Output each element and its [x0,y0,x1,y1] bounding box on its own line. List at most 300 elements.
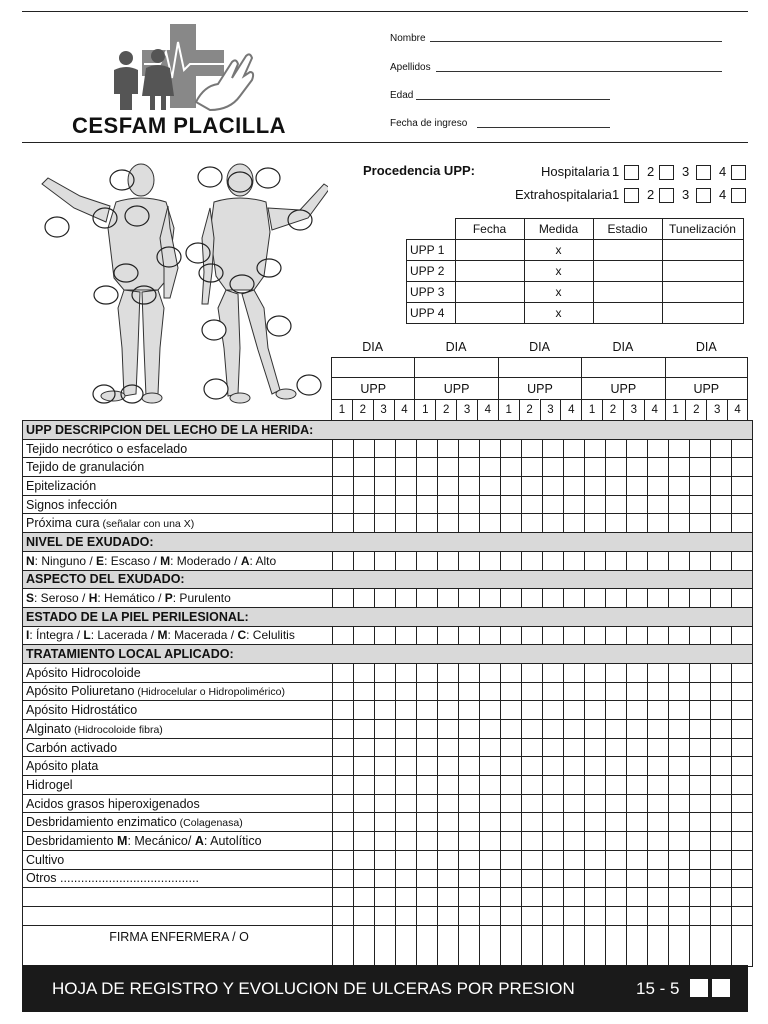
extra-checkbox-1[interactable] [624,188,639,203]
grid-cell[interactable] [543,458,564,477]
grid-cell[interactable] [606,813,627,832]
grid-cell[interactable] [648,813,669,832]
grid-cell[interactable] [480,663,501,682]
grid-cell[interactable] [333,701,354,720]
grid-cell[interactable] [417,626,438,645]
grid-cell[interactable] [690,906,711,925]
grid-cell[interactable] [648,477,669,496]
grid-cell[interactable] [564,495,585,514]
grid-cell[interactable] [648,439,669,458]
grid-cell[interactable] [375,925,396,966]
grid-cell[interactable] [375,663,396,682]
grid-cell[interactable] [522,477,543,496]
grid-cell[interactable] [648,925,669,966]
grid-cell[interactable] [669,663,690,682]
grid-cell[interactable] [375,682,396,701]
grid-cell[interactable] [459,439,480,458]
grid-cell[interactable] [627,850,648,869]
grid-cell[interactable] [417,869,438,888]
grid-cell[interactable] [606,850,627,869]
grid-cell[interactable] [690,850,711,869]
grid-cell[interactable] [396,663,417,682]
grid-cell[interactable] [438,701,459,720]
grid-cell[interactable] [732,832,753,851]
grid-cell[interactable] [732,738,753,757]
apellidos-field[interactable] [436,61,722,72]
grid-cell[interactable] [543,551,564,570]
grid-cell[interactable] [543,906,564,925]
grid-cell[interactable] [438,551,459,570]
grid-cell[interactable] [606,439,627,458]
cell[interactable] [593,282,662,303]
grid-cell[interactable] [564,458,585,477]
grid-cell[interactable] [438,439,459,458]
grid-cell[interactable] [522,439,543,458]
grid-cell[interactable] [333,776,354,795]
grid-cell[interactable] [396,925,417,966]
grid-cell[interactable] [627,514,648,533]
grid-cell[interactable] [627,589,648,608]
grid-cell[interactable] [354,794,375,813]
grid-cell[interactable] [333,477,354,496]
grid-cell[interactable] [564,589,585,608]
grid-cell[interactable] [396,720,417,739]
grid-cell[interactable] [480,925,501,966]
grid-cell[interactable] [354,663,375,682]
grid-cell[interactable] [396,626,417,645]
grid-cell[interactable] [564,477,585,496]
grid-cell[interactable] [669,850,690,869]
grid-cell[interactable] [396,832,417,851]
grid-cell[interactable] [732,925,753,966]
grid-cell[interactable] [585,458,606,477]
dia-date-field[interactable] [581,357,664,377]
grid-cell[interactable] [438,906,459,925]
grid-cell[interactable] [732,813,753,832]
grid-cell[interactable] [396,477,417,496]
grid-cell[interactable] [564,850,585,869]
grid-cell[interactable] [669,551,690,570]
grid-cell[interactable] [438,925,459,966]
grid-cell[interactable] [627,832,648,851]
grid-cell[interactable] [396,888,417,907]
grid-cell[interactable] [711,439,732,458]
grid-cell[interactable] [501,458,522,477]
grid-cell[interactable] [711,626,732,645]
grid-cell[interactable] [501,682,522,701]
grid-cell[interactable] [417,477,438,496]
grid-cell[interactable] [417,906,438,925]
grid-cell[interactable] [543,682,564,701]
grid-cell[interactable] [417,925,438,966]
grid-cell[interactable] [354,439,375,458]
grid-cell[interactable] [459,832,480,851]
grid-cell[interactable] [585,850,606,869]
grid-cell[interactable] [375,832,396,851]
grid-cell[interactable] [543,626,564,645]
grid-cell[interactable] [627,776,648,795]
grid-cell[interactable] [711,720,732,739]
grid-cell[interactable] [480,477,501,496]
grid-cell[interactable] [501,794,522,813]
grid-cell[interactable] [585,495,606,514]
grid-cell[interactable] [480,701,501,720]
grid-cell[interactable] [543,850,564,869]
grid-cell[interactable] [690,551,711,570]
grid-cell[interactable] [438,682,459,701]
grid-cell[interactable] [732,458,753,477]
grid-cell[interactable] [648,850,669,869]
cell[interactable] [662,282,743,303]
grid-cell[interactable] [480,757,501,776]
grid-cell[interactable] [438,757,459,776]
grid-cell[interactable] [690,888,711,907]
grid-cell[interactable] [354,626,375,645]
grid-cell[interactable] [417,589,438,608]
grid-cell[interactable] [459,701,480,720]
grid-cell[interactable] [522,589,543,608]
grid-cell[interactable] [501,495,522,514]
grid-cell[interactable] [669,439,690,458]
grid-cell[interactable] [627,813,648,832]
grid-cell[interactable] [438,458,459,477]
grid-cell[interactable] [585,626,606,645]
grid-cell[interactable] [480,495,501,514]
cell[interactable] [593,240,662,261]
grid-cell[interactable] [543,888,564,907]
grid-cell[interactable] [417,832,438,851]
grid-cell[interactable] [375,757,396,776]
grid-cell[interactable] [333,738,354,757]
grid-cell[interactable] [480,888,501,907]
grid-cell[interactable] [396,495,417,514]
grid-cell[interactable] [690,757,711,776]
grid-cell[interactable] [480,906,501,925]
grid-cell[interactable] [417,850,438,869]
grid-cell[interactable] [333,813,354,832]
grid-cell[interactable] [375,794,396,813]
grid-cell[interactable] [564,757,585,776]
grid-cell[interactable] [459,869,480,888]
grid-cell[interactable] [375,701,396,720]
grid-cell[interactable] [648,720,669,739]
grid-cell[interactable] [459,850,480,869]
grid-cell[interactable] [732,495,753,514]
grid-cell[interactable] [669,925,690,966]
grid-cell[interactable] [669,906,690,925]
grid-cell[interactable] [354,832,375,851]
grid-cell[interactable] [543,439,564,458]
grid-cell[interactable] [606,888,627,907]
grid-cell[interactable] [690,813,711,832]
grid-cell[interactable] [417,757,438,776]
grid-cell[interactable] [354,495,375,514]
grid-cell[interactable] [606,757,627,776]
grid-cell[interactable] [333,832,354,851]
grid-cell[interactable] [501,850,522,869]
grid-cell[interactable] [711,551,732,570]
grid-cell[interactable] [585,738,606,757]
grid-cell[interactable] [501,757,522,776]
grid-cell[interactable] [501,477,522,496]
grid-cell[interactable] [669,776,690,795]
grid-cell[interactable] [669,888,690,907]
grid-cell[interactable] [459,551,480,570]
grid-cell[interactable] [648,663,669,682]
grid-cell[interactable] [669,794,690,813]
grid-cell[interactable] [690,589,711,608]
grid-cell[interactable] [354,888,375,907]
grid-cell[interactable] [627,626,648,645]
grid-cell[interactable] [417,551,438,570]
grid-cell[interactable] [627,477,648,496]
grid-cell[interactable] [480,794,501,813]
grid-cell[interactable] [333,589,354,608]
grid-cell[interactable] [459,626,480,645]
grid-cell[interactable] [627,925,648,966]
grid-cell[interactable] [417,738,438,757]
grid-cell[interactable] [396,701,417,720]
grid-cell[interactable] [480,626,501,645]
grid-cell[interactable] [585,869,606,888]
cell[interactable] [455,240,524,261]
grid-cell[interactable] [333,663,354,682]
grid-cell[interactable] [438,626,459,645]
grid-cell[interactable] [669,757,690,776]
grid-cell[interactable] [333,794,354,813]
grid-cell[interactable] [711,794,732,813]
grid-cell[interactable] [564,682,585,701]
grid-cell[interactable] [417,794,438,813]
grid-cell[interactable] [354,589,375,608]
grid-cell[interactable] [606,832,627,851]
grid-cell[interactable] [648,495,669,514]
grid-cell[interactable] [480,551,501,570]
grid-cell[interactable] [375,720,396,739]
grid-cell[interactable] [438,813,459,832]
grid-cell[interactable] [690,925,711,966]
grid-cell[interactable] [396,813,417,832]
edad-field[interactable] [416,89,610,100]
grid-cell[interactable] [438,477,459,496]
grid-cell[interactable] [522,794,543,813]
grid-cell[interactable] [648,869,669,888]
grid-cell[interactable] [333,869,354,888]
grid-cell[interactable] [501,738,522,757]
grid-cell[interactable] [501,663,522,682]
grid-cell[interactable] [711,514,732,533]
grid-cell[interactable] [585,701,606,720]
cell[interactable] [593,303,662,324]
grid-cell[interactable] [459,738,480,757]
grid-cell[interactable] [480,813,501,832]
grid-cell[interactable] [501,776,522,795]
grid-cell[interactable] [459,589,480,608]
grid-cell[interactable] [606,776,627,795]
grid-cell[interactable] [627,888,648,907]
grid-cell[interactable] [333,439,354,458]
dia-date-field[interactable] [665,357,748,377]
grid-cell[interactable] [711,869,732,888]
grid-cell[interactable] [732,477,753,496]
grid-cell[interactable] [627,458,648,477]
grid-cell[interactable] [606,794,627,813]
grid-cell[interactable] [459,720,480,739]
grid-cell[interactable] [459,495,480,514]
grid-cell[interactable] [501,589,522,608]
grid-cell[interactable] [585,794,606,813]
grid-cell[interactable] [459,682,480,701]
grid-cell[interactable] [459,757,480,776]
grid-cell[interactable] [480,439,501,458]
grid-cell[interactable] [564,813,585,832]
grid-cell[interactable] [606,906,627,925]
grid-cell[interactable] [522,888,543,907]
grid-cell[interactable] [711,850,732,869]
grid-cell[interactable] [711,458,732,477]
grid-cell[interactable] [732,757,753,776]
grid-cell[interactable] [690,477,711,496]
grid-cell[interactable] [522,663,543,682]
grid-cell[interactable] [606,626,627,645]
grid-cell[interactable] [333,906,354,925]
grid-cell[interactable] [417,663,438,682]
hosp-checkbox-2[interactable] [659,165,674,180]
grid-cell[interactable] [438,794,459,813]
grid-cell[interactable] [396,682,417,701]
grid-cell[interactable] [543,477,564,496]
grid-cell[interactable] [354,776,375,795]
grid-cell[interactable] [459,776,480,795]
grid-cell[interactable] [438,514,459,533]
grid-cell[interactable] [354,477,375,496]
grid-cell[interactable] [522,626,543,645]
hosp-checkbox-1[interactable] [624,165,639,180]
extra-checkbox-3[interactable] [696,188,711,203]
grid-cell[interactable] [606,738,627,757]
grid-cell[interactable] [333,514,354,533]
grid-cell[interactable] [564,663,585,682]
grid-cell[interactable] [627,794,648,813]
dia-date-field[interactable] [498,357,581,377]
grid-cell[interactable] [585,439,606,458]
grid-cell[interactable] [480,589,501,608]
grid-cell[interactable] [459,888,480,907]
grid-cell[interactable] [417,813,438,832]
grid-cell[interactable] [417,514,438,533]
grid-cell[interactable] [606,551,627,570]
grid-cell[interactable] [606,589,627,608]
grid-cell[interactable] [522,495,543,514]
grid-cell[interactable] [564,869,585,888]
grid-cell[interactable] [459,813,480,832]
grid-cell[interactable] [585,663,606,682]
grid-cell[interactable] [585,776,606,795]
grid-cell[interactable] [690,720,711,739]
grid-cell[interactable] [732,682,753,701]
grid-cell[interactable] [585,813,606,832]
grid-cell[interactable] [606,869,627,888]
grid-cell[interactable] [564,701,585,720]
grid-cell[interactable] [480,720,501,739]
grid-cell[interactable] [522,757,543,776]
grid-cell[interactable] [648,626,669,645]
grid-cell[interactable] [480,682,501,701]
grid-cell[interactable] [417,439,438,458]
grid-cell[interactable] [417,495,438,514]
cell[interactable] [593,261,662,282]
grid-cell[interactable] [333,757,354,776]
grid-cell[interactable] [585,589,606,608]
grid-cell[interactable] [606,720,627,739]
grid-cell[interactable] [627,701,648,720]
grid-cell[interactable] [711,738,732,757]
grid-cell[interactable] [354,850,375,869]
grid-cell[interactable] [396,439,417,458]
grid-cell[interactable] [522,514,543,533]
grid-cell[interactable] [564,551,585,570]
grid-cell[interactable] [522,458,543,477]
grid-cell[interactable] [606,925,627,966]
grid-cell[interactable] [522,701,543,720]
grid-cell[interactable] [564,794,585,813]
grid-cell[interactable] [522,906,543,925]
grid-cell[interactable] [333,888,354,907]
grid-cell[interactable] [606,663,627,682]
grid-cell[interactable] [459,514,480,533]
grid-cell[interactable] [711,925,732,966]
grid-cell[interactable] [564,738,585,757]
grid-cell[interactable] [501,925,522,966]
grid-cell[interactable] [669,701,690,720]
grid-cell[interactable] [669,682,690,701]
grid-cell[interactable] [669,458,690,477]
grid-cell[interactable] [375,551,396,570]
grid-cell[interactable] [732,701,753,720]
grid-cell[interactable] [480,850,501,869]
grid-cell[interactable] [690,869,711,888]
grid-cell[interactable] [669,720,690,739]
grid-cell[interactable] [669,738,690,757]
grid-cell[interactable] [438,832,459,851]
grid-cell[interactable] [627,720,648,739]
grid-cell[interactable] [501,626,522,645]
cell[interactable] [662,261,743,282]
grid-cell[interactable] [354,682,375,701]
grid-cell[interactable] [522,776,543,795]
grid-cell[interactable] [438,776,459,795]
extra-checkbox-2[interactable] [659,188,674,203]
grid-cell[interactable] [438,663,459,682]
grid-cell[interactable] [585,832,606,851]
grid-cell[interactable] [606,682,627,701]
grid-cell[interactable] [564,888,585,907]
cell[interactable] [455,261,524,282]
grid-cell[interactable] [375,888,396,907]
grid-cell[interactable] [648,514,669,533]
grid-cell[interactable] [732,720,753,739]
grid-cell[interactable] [543,794,564,813]
grid-cell[interactable] [459,906,480,925]
grid-cell[interactable] [375,850,396,869]
grid-cell[interactable] [396,514,417,533]
grid-cell[interactable] [333,458,354,477]
grid-cell[interactable] [522,738,543,757]
grid-cell[interactable] [711,701,732,720]
grid-cell[interactable] [690,776,711,795]
grid-cell[interactable] [627,495,648,514]
grid-cell[interactable] [606,701,627,720]
